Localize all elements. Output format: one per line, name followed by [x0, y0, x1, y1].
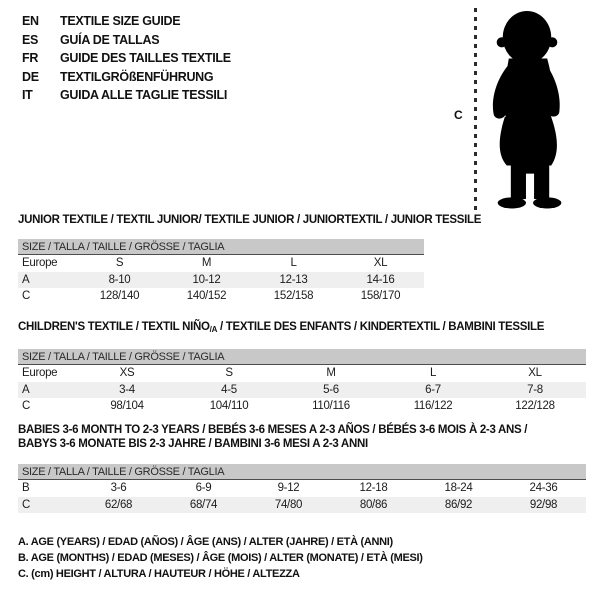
language-row-de [22, 68, 231, 87]
language-row-it [22, 86, 231, 105]
language-row-en [22, 12, 231, 31]
table-cell: 152/158 [273, 290, 314, 303]
table-cell: S [115, 257, 124, 270]
babies-title-line1: BABIES 3-6 MONTH TO 2-3 YEARS / BEBÉS 3-6 MESES A 2-3 AÑOS / BÉBÉS 3-6 MOIS À 2-3 ANS / [18, 424, 528, 436]
children-title-pre: CHILDREN'S TEXTILE / TEXTIL NIÑO [18, 321, 210, 333]
language-title: GUÍA DE TALLAS [60, 32, 160, 47]
table-cell: 10-12 [192, 273, 221, 286]
table-cell: 12-13 [279, 273, 308, 286]
language-code: FR [22, 51, 39, 65]
table-row-height [18, 288, 424, 305]
table-cell: M [326, 367, 336, 380]
babies-title-line2: BABYS 3-6 MONATE BIS 2-3 JAHRE / BAMBINI 3-6 MESI A 2-3 ANNI [18, 438, 368, 450]
children-title-post: / TEXTILE DES ENFANTS / KINDERTEXTIL / BAMBINI TESSILE [217, 321, 545, 333]
measure-legend [18, 534, 423, 583]
height-measure-label: C [454, 108, 463, 122]
junior-section-title: JUNIOR TEXTILE / TEXTIL JUNIOR/ TEXTILE JUNIOR / JUNIORTEXTIL / JUNIOR TESSILE [18, 214, 482, 226]
table-cell: 6-7 [425, 383, 441, 396]
table-cell: 68/74 [189, 498, 218, 511]
table-cell: 128/140 [99, 290, 140, 303]
table-cell: XL [373, 257, 388, 270]
table-cell: 3-6 [110, 482, 127, 495]
table-cell: 14-16 [366, 273, 395, 286]
table-cell: 18-24 [444, 482, 473, 495]
table-cell: 8-10 [108, 273, 131, 286]
row-label: A [22, 273, 30, 286]
table-cell: XS [119, 367, 135, 380]
junior-size-table [18, 239, 424, 305]
height-dashed-line [474, 8, 477, 210]
table-cell: 12-18 [359, 482, 388, 495]
table-cell: 7-8 [527, 383, 543, 396]
language-code: ES [22, 32, 39, 47]
table-cell: 80/86 [359, 498, 388, 511]
children-size-table [18, 349, 586, 415]
legend-b: B. AGE (MONTHS) / EDAD (MESES) / ÂGE (MOIS) / ALTER (MONATE) / ETÀ (MESI) [18, 552, 423, 565]
junior-size-header-bar: SIZE / TALLA / TAILLE / GRÖSSE / TAGLIA [18, 239, 424, 255]
language-title: GUIDA ALLE TAGLIE TESSILI [60, 88, 228, 102]
table-row-height [18, 497, 586, 514]
table-cell: 158/170 [360, 290, 401, 303]
table-cell: 9-12 [277, 482, 300, 495]
children-size-header-bar: SIZE / TALLA / TAILLE / GRÖSSE / TAGLIA [18, 349, 586, 365]
baby-figure-area [452, 6, 597, 216]
table-cell: 110/116 [312, 400, 350, 413]
baby-silhouette-icon [482, 10, 574, 212]
table-cell: M [201, 257, 212, 270]
table-row-age [18, 272, 424, 289]
children-title-subscript: /A [209, 325, 218, 334]
table-cell: 116/122 [413, 400, 453, 413]
row-label: C [22, 400, 31, 413]
language-code: IT [22, 88, 33, 102]
language-title: TEXTILGRÖßENFÜHRUNG [60, 69, 214, 84]
table-cell: 3-4 [119, 383, 135, 396]
row-label: A [22, 383, 30, 396]
table-row-age [18, 382, 586, 399]
legend-a: A. AGE (YEARS) / EDAD (AÑOS) / ÂGE (ANS) / ALTER (JAHRE) / ETÀ (ANNI) [18, 536, 393, 548]
row-label: C [22, 290, 31, 303]
table-cell: S [225, 367, 233, 380]
legend-c: C. (cm) HEIGHT / ALTURA / HAUTEUR / HÖHE / ALTEZZA [18, 568, 300, 581]
table-cell: 122/128 [515, 400, 555, 413]
language-code: EN [22, 14, 39, 28]
table-cell: 92/98 [529, 498, 558, 511]
language-row-fr [22, 49, 231, 68]
row-label: Europe [22, 367, 58, 380]
language-title: GUIDE DES TAILLES TEXTILE [60, 51, 231, 65]
row-label: B [22, 482, 30, 495]
table-row-europe [18, 255, 424, 272]
table-cell: 62/68 [104, 498, 133, 511]
table-cell: L [290, 257, 297, 270]
table-cell: L [429, 367, 437, 380]
table-cell: 104/110 [209, 400, 249, 413]
table-cell: XL [528, 367, 542, 380]
table-cell: 5-6 [323, 383, 339, 396]
table-row-age-months [18, 480, 586, 497]
table-row-europe [18, 365, 586, 382]
table-cell: 140/152 [186, 290, 227, 303]
language-title: TEXTILE SIZE GUIDE [60, 14, 181, 28]
table-cell: 24-36 [529, 482, 558, 495]
babies-size-table [18, 464, 586, 513]
table-cell: 74/80 [274, 498, 303, 511]
table-cell: 86/92 [444, 498, 473, 511]
babies-size-header-bar: SIZE / TALLA / TAILLE / GRÖSSE / TAGLIA [18, 464, 586, 480]
table-row-height [18, 398, 586, 415]
language-code: DE [22, 69, 39, 84]
babies-section-title [18, 423, 527, 451]
language-row-es [22, 31, 231, 50]
table-cell: 4-5 [221, 383, 237, 396]
row-label: C [22, 498, 31, 511]
table-cell: 6-9 [195, 482, 212, 495]
language-list [22, 12, 231, 105]
row-label: Europe [22, 257, 58, 270]
children-section-title [18, 320, 544, 337]
table-cell: 98/104 [110, 400, 144, 413]
